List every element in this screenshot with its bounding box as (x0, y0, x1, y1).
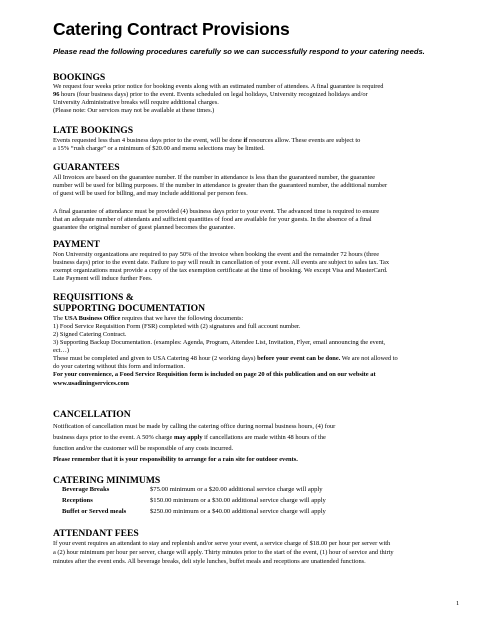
intro-text: Please read the following procedures carefully so we can successfully respond to your catering needs. (53, 47, 425, 56)
minimum-label: Buffet or Served meals (62, 508, 127, 515)
guarantees-line-1: All Invoices are based on the guarantee number. If the number in attendance is less than the guaranteed number, the guarantee (53, 174, 375, 181)
attendant-line-1: If your event requires an attendant to stay and replenish and/or serve your event, a service charge of $18.00 per hour per server with (53, 540, 391, 547)
page-number: 1 (456, 600, 460, 607)
bookings-line-4: (Please note: Our services may not be available at these times.) (53, 107, 215, 114)
bookings-line-2: 96 hours (four business days) prior to the event. Events scheduled on legal holidays, University recognized holidays and/or (53, 91, 368, 98)
minimum-value: $75.00 minimum or a $20.00 additional service charge will apply (150, 486, 323, 493)
cancellation-line-4: Please remember that it is your responsibility to arrange for a rain site for outdoor events. (53, 456, 298, 463)
minimum-value: $250.00 minimum or a $40.00 additional service charge will apply (150, 508, 326, 515)
guarantees-line-4: A final guarantee of attendance must be provided (4) business days prior to your event. The advanced time is required to ensure (53, 208, 380, 215)
payment-line-2: business days) prior to the event date. Failure to pay will result in cancellation of your event. All events are subject to sales tax. Tax (53, 259, 390, 266)
guarantees-line-6: guarantee the original number of guest planned becomes the guarantee. (53, 224, 236, 231)
guarantees-line-5: that an adequate number of attendants and sufficient quantities of food are available for your guests. In the absence of a final (53, 216, 372, 223)
section-heading-attendant-fees: ATTENDANT FEES (53, 528, 139, 539)
section-heading-guarantees: GUARANTEES (53, 162, 120, 173)
payment-line-4: Late Payment will induce further Fees. (53, 275, 153, 282)
attendant-line-3: minutes after the event ends. All beverage breaks, deli style lunches, buffet meals and receptions are unattended functions. (53, 558, 366, 565)
section-heading-requisitions: REQUISITIONS & (53, 292, 134, 303)
payment-line-3: exempt organizations must provide a copy of the tax exemption certificate at the time of booking. We except Visa and MasterCard. (53, 267, 388, 274)
requisitions-line-4: 3) Supporting Backup Documentation. (examples: Agenda, Program, Attendee List, Invitation, Flyer, email announcing the event, (53, 339, 386, 346)
cancellation-line-1: Notification of cancellation must be made by calling the catering office during normal business hours, (4) four (53, 423, 336, 430)
bookings-line-3: University Administrative breaks will require additional charges. (53, 99, 219, 106)
cancellation-line-3: function and/or the customer will be responsible of any costs incurred. (53, 445, 234, 452)
requisitions-line-5: ect…) (53, 347, 69, 354)
minimum-label: Beverage Breaks (62, 486, 110, 493)
section-heading-late-bookings: LATE BOOKINGS (53, 125, 134, 136)
bookings-hours: 96 (53, 91, 60, 98)
page-title: Catering Contract Provisions (53, 19, 290, 39)
section-heading-catering-minimums: CATERING MINIMUMS (53, 475, 161, 486)
minimum-value: $150.00 minimum or a $30.00 additional service charge will apply (150, 497, 326, 504)
late-line-2: a 15% “rush charge” or a minimum of $20.00 and menu selections may be limited. (53, 145, 265, 152)
section-heading-payment: PAYMENT (53, 239, 100, 250)
payment-line-1: Non University organizations are required to pay 50% of the invoice when booking the event and the remainder 72 hours (three (53, 251, 380, 258)
requisitions-line-2: 1) Food Service Requisition Form (FSR) completed with (2) signatures and full account number. (53, 323, 301, 330)
requisitions-line-6: These must be completed and given to USA Catering 48 hour (2 working days) before your event can be done. We are not allowed to (53, 355, 398, 362)
section-heading-bookings: BOOKINGS (53, 72, 106, 83)
bookings-line-1: We request four weeks prior notice for booking events along with an estimated number of attendees. A final guarantee is required (53, 83, 384, 90)
section-heading-supporting-documentation: SUPPORTING DOCUMENTATION (53, 303, 206, 314)
guarantees-line-2: number will be used for billing purposes. If the number in attendance is greater than the guaranteed number, the additional number (53, 182, 388, 189)
late-line-1: Events requested less than 4 business days prior to the event, will be done if resources allow. These events are subject to (53, 137, 361, 144)
requisitions-line-7: do your catering without this form and information. (53, 363, 186, 370)
requisitions-line-1: The USA Business Office requires that we have the following documents: (53, 315, 244, 322)
cancellation-line-2: business days prior to the event. A 50% charge may apply if cancellations are made within 48 hours of the (53, 434, 326, 441)
section-heading-cancellation: CANCELLATION (53, 409, 131, 420)
minimum-label: Receptions (62, 497, 93, 504)
website-link[interactable]: www.usadiningservices.com (53, 380, 129, 387)
guarantees-line-3: of guest will be used for billing, and may include additional per person fees. (53, 190, 248, 197)
attendant-line-2: a (2) hour minimum per hour per server, charge will apply. Thirty minutes prior to the start of the event, (1) hour of service and thirty (53, 549, 394, 556)
requisitions-line-3: 2) Signed Catering Contract. (53, 331, 127, 338)
requisitions-line-8: For your convenience, a Food Service Requisition form is included on page 20 of this publication and on our website at (53, 371, 376, 378)
